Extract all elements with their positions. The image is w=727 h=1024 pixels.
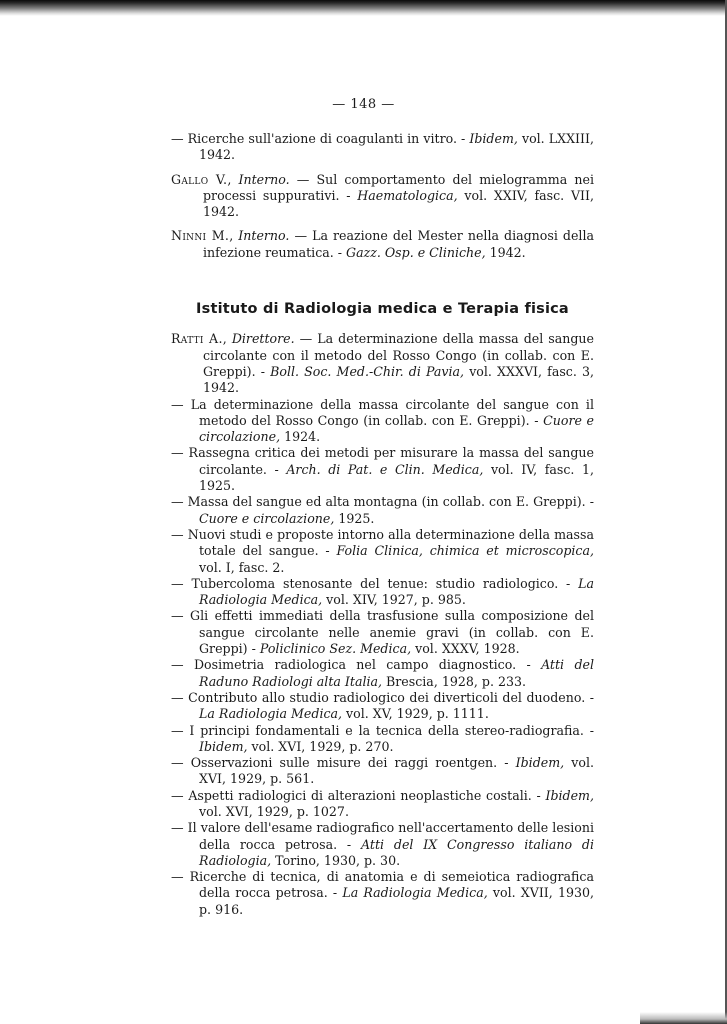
entry-title: — La determinazione della massa del sangue circolante con il metodo del Rosso Congo (in collab. con E. Greppi). - xyxy=(203,331,594,379)
entry-dash: — xyxy=(171,689,189,705)
entry-details: 1942. xyxy=(485,244,526,260)
entry-journal: Boll. Soc. Med.-Chir. di Pavia, xyxy=(270,363,465,379)
entry-title: Massa del sangue ed alta montagna (in collab. con E. Greppi). - xyxy=(187,494,594,510)
entry-dash: — xyxy=(171,657,194,673)
bibliography-entry: Ninni M., Interno. — La reazione del Mester nella diagnosi della infezione reumatica. - Gazz. Osp. e Cliniche, 1942. xyxy=(171,228,594,260)
entry-dash: — xyxy=(171,869,190,885)
entry-journal: Gazz. Osp. e Cliniche, xyxy=(346,244,486,260)
entry-title: Nuovi studi e proposte intorno alla determinazione della massa totale del sangue. - xyxy=(187,526,594,559)
entry-title: Tubercoloma stenosante del tenue: studio radiologico. - xyxy=(191,575,579,591)
bibliography-entry xyxy=(171,527,594,576)
entry-dash: — xyxy=(171,755,191,771)
scan-shadow-bottom xyxy=(640,1012,727,1024)
entry-details: 1925. xyxy=(334,510,375,526)
bibliography-entry xyxy=(171,445,594,494)
entry-details: vol. XVI, 1929, p. 270. xyxy=(247,738,394,754)
entries-previous-institute xyxy=(171,131,594,261)
entry-details: vol. XXIV, fasc. VII, 1942. xyxy=(203,187,594,220)
bibliography-entry xyxy=(171,608,594,657)
entry-details: Brescia, 1928, p. 233. xyxy=(382,673,526,689)
entry-dash: — xyxy=(171,445,189,461)
entry-title: La determinazione della massa circolante del sangue con il metodo del Rosso Congo (in collab. con E. Greppi). - xyxy=(190,396,594,428)
entry-dash: — xyxy=(171,787,189,803)
bibliography-entry xyxy=(171,820,594,869)
entry-details: 1924. xyxy=(280,429,321,445)
entry-details: vol. XVI, 1929, p. 561. xyxy=(199,755,594,787)
entry-journal: Ibidem, xyxy=(199,738,248,754)
bibliography-entry xyxy=(171,690,594,723)
entry-journal: Cuore e circolazione, xyxy=(199,412,594,445)
entry-role: Interno. xyxy=(238,228,290,244)
entry-details: vol. XVII, 1930, p. 916. xyxy=(199,885,594,917)
entry-journal: La Radiologia Medica, xyxy=(199,706,343,722)
entry-journal: Ibidem, xyxy=(469,131,518,146)
entry-journal: Atti del IX Congresso italiano di Radiologia, xyxy=(199,836,594,868)
section-heading: Istituto di Radiologia medica e Terapia fisica xyxy=(196,301,569,318)
entry-journal: Ibidem, xyxy=(545,787,594,803)
entry-details: vol. IV, fasc. 1, 1925. xyxy=(199,461,594,494)
bibliography-entry xyxy=(171,494,594,527)
bibliography-entry xyxy=(171,755,594,788)
bibliography-entry xyxy=(171,397,594,446)
page-number: — 148 — xyxy=(332,97,395,112)
entry-title: Il valore dell'esame radiografico nell'accertamento delle lesioni della rocca petrosa. - xyxy=(187,820,594,852)
entry-title: Ricerche di tecnica, di anatomia e di semeiotica radiografica della rocca petrosa. - xyxy=(189,869,594,901)
entry-dash: — xyxy=(171,820,188,836)
entry-dash: — xyxy=(171,722,190,738)
bibliography-entry xyxy=(171,788,594,821)
entry-details: vol. LXXIII, 1942. xyxy=(199,131,594,163)
entry-journal: Arch. di Pat. e Clin. Medica, xyxy=(286,461,484,477)
entry-details: vol. I, fasc. 2. xyxy=(199,559,285,575)
entry-dash: — xyxy=(171,494,188,510)
entry-journal: Ibidem, xyxy=(515,755,565,771)
entry-details: vol. XXXVI, fasc. 3, 1942. xyxy=(203,363,594,396)
bibliography-entry: Gallo V., Interno. — Sul comportamento del mielogramma nei processi suppurativi. - Haematologica, vol. XXIV, fasc. VII, 1942. xyxy=(171,171,594,220)
bibliography-entry xyxy=(171,576,594,609)
entries-radiology-institute xyxy=(171,331,594,918)
entry-title: Dosimetria radiologica nel campo diagnostico. - xyxy=(193,657,542,673)
entry-details: vol. XVI, 1929, p. 1027. xyxy=(199,803,349,819)
entry-dash: — xyxy=(171,608,191,624)
entry-title: — Sul comportamento del mielogramma nei processi suppurativi. - xyxy=(203,171,594,203)
scan-shadow-top xyxy=(0,0,727,16)
entry-dash: — xyxy=(171,131,188,146)
entry-journal: Cuore e circolazione, xyxy=(199,510,335,526)
entry-title: Ricerche sull'azione di coagulanti in vitro. - xyxy=(187,131,470,146)
entry-author: Gallo V. xyxy=(171,171,228,187)
bibliography-entry xyxy=(171,657,594,690)
entry-title: I principi fondamentali e la tecnica della stereo-radiografia. - xyxy=(189,722,594,738)
entry-author: Ratti A. xyxy=(171,331,223,347)
entry-journal: Atti del Raduno Radiologi alta Italia, xyxy=(199,657,594,689)
entry-details: vol. XXXV, 1928. xyxy=(411,641,520,657)
entry-journal: La Radiologia Medica, xyxy=(342,885,488,901)
bibliography-entry xyxy=(171,723,594,756)
entry-details: Torino, 1930, p. 30. xyxy=(271,852,401,868)
entry-dash: — xyxy=(171,396,191,412)
entry-author: Ninni M. xyxy=(171,228,230,244)
entry-title: Aspetti radiologici di alterazioni neoplastiche costali. - xyxy=(188,787,546,803)
entry-title: Contributo allo studio radiologico dei diverticoli del duodeno. - xyxy=(188,689,594,705)
entry-title: Gli effetti immediati della trasfusione sulla composizione del sangue circolante nelle anemie gravi (in collab. con E. Greppi) - xyxy=(190,608,594,657)
entry-title: — La reazione del Mester nella diagnosi della infezione reumatica. - xyxy=(203,228,594,260)
entry-details: vol. XV, 1929, p. 1111. xyxy=(342,706,489,722)
entry-journal: Folia Clinica, chimica et microscopica, xyxy=(336,543,594,559)
entry-details: vol. XIV, 1927, p. 985. xyxy=(322,592,466,608)
bibliography-entry xyxy=(171,131,594,164)
entry-journal: Policlinico Sez. Medica, xyxy=(259,641,412,657)
entry-dash: — xyxy=(171,526,188,542)
entry-dash: — xyxy=(171,575,192,591)
page-content xyxy=(171,131,594,918)
entry-title: Osservazioni sulle misure dei raggi roentgen. - xyxy=(190,755,516,771)
bibliography-entry: Ratti A., Direttore. — La determinazione della massa del sangue circolante con il metodo del Rosso Congo (in collab. con E. Greppi). - Boll. Soc. Med.-Chir. di Pavia, vol. XXXVI, fasc. 3, 1942. xyxy=(171,331,594,396)
entry-journal: Haematologica, xyxy=(357,187,458,203)
entry-journal: La Radiologia Medica, xyxy=(199,575,594,608)
bibliography-entry xyxy=(171,869,594,918)
entry-role: Direttore. xyxy=(231,331,295,347)
entry-title: Rassegna critica dei metodi per misurare la massa del sangue circolante. - xyxy=(188,445,594,477)
entry-role: Interno. xyxy=(238,171,290,187)
